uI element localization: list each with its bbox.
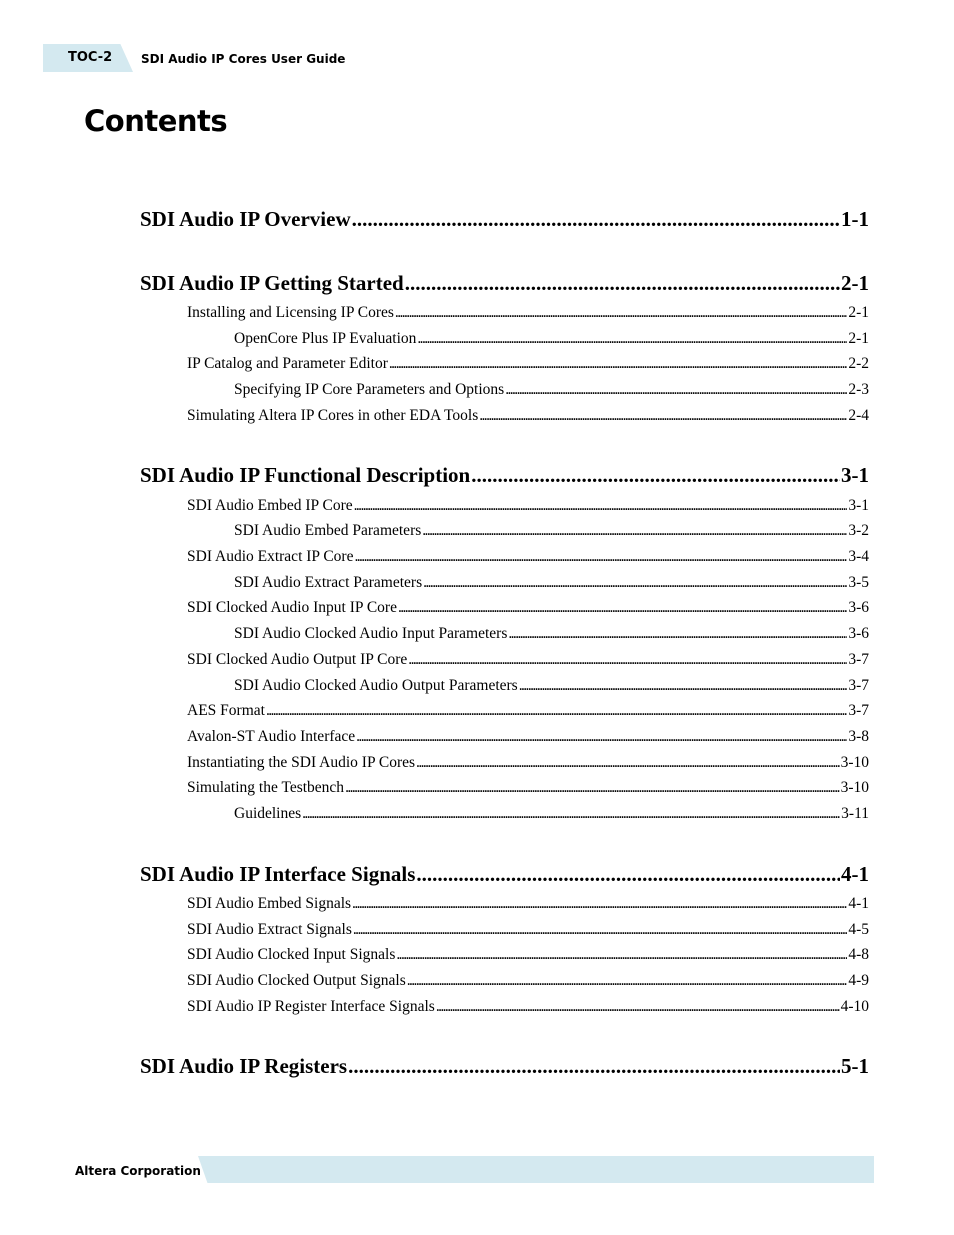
dot-leader xyxy=(479,407,847,425)
toc-entry-page: 3-11 xyxy=(841,805,869,822)
dot-leader xyxy=(395,304,847,322)
document-title: SDI Audio IP Cores User Guide xyxy=(141,52,346,66)
toc-entry-level-2[interactable] xyxy=(187,599,869,617)
toc-entry-title: SDI Audio Clocked Output Signals xyxy=(187,972,406,989)
toc-entry-page: 5-1 xyxy=(841,1054,869,1078)
toc-entry-level-3[interactable] xyxy=(234,574,869,592)
toc-entry-title: SDI Audio Clocked Audio Output Parameters xyxy=(234,677,518,694)
toc-entry-title: SDI Audio Embed Parameters xyxy=(234,522,422,539)
toc-entry-title: AES Format xyxy=(187,702,265,719)
toc-entry-title: SDI Audio Clocked Input Signals xyxy=(187,946,396,963)
toc-entry-page: 3-8 xyxy=(848,728,869,745)
dot-leader xyxy=(354,497,848,515)
toc-entry-title: Specifying IP Core Parameters and Options xyxy=(234,381,505,398)
toc-entry-title: SDI Clocked Audio Input IP Core xyxy=(187,599,397,616)
toc-entry-level-2[interactable] xyxy=(187,728,869,746)
toc-entry-level-2[interactable] xyxy=(187,921,869,939)
toc-entry-title: SDI Clocked Audio Output IP Core xyxy=(187,651,408,668)
toc-entry-page: 2-3 xyxy=(848,381,869,398)
toc-entry-level-2[interactable] xyxy=(187,548,869,566)
toc-entry-page: 4-9 xyxy=(848,972,869,989)
toc-entry-level-2[interactable] xyxy=(187,304,869,322)
toc-entry-title: SDI Audio IP Register Interface Signals xyxy=(187,998,435,1015)
toc-entry-level-2[interactable] xyxy=(187,754,869,772)
toc-entry-title: SDI Audio IP Functional Description xyxy=(140,463,471,487)
toc-entry-page: 3-1 xyxy=(848,497,869,514)
toc-entry-level-3[interactable] xyxy=(234,381,869,399)
toc-entry-level-2[interactable] xyxy=(187,946,869,964)
toc-entry-page: 3-6 xyxy=(848,599,869,616)
toc-entry-page: 2-1 xyxy=(848,330,869,347)
toc-entry-title: SDI Audio IP Overview xyxy=(140,207,351,231)
dot-leader xyxy=(505,381,847,399)
toc-entry-title: SDI Audio IP Interface Signals xyxy=(140,862,416,886)
toc-entry-title: SDI Audio Extract Parameters xyxy=(234,574,423,591)
toc-entry-level-1[interactable] xyxy=(140,862,869,887)
toc-entry-page: 3-4 xyxy=(848,548,869,565)
toc-entry-title: SDI Audio Clocked Audio Input Parameters xyxy=(234,625,508,642)
dot-leader xyxy=(353,921,847,939)
toc-entry-level-1[interactable] xyxy=(140,463,869,488)
toc-entry-page: 3-5 xyxy=(848,574,869,591)
toc-entry-title: SDI Audio Extract IP Core xyxy=(187,548,354,565)
toc-entry-page: 3-1 xyxy=(841,463,869,487)
dot-leader xyxy=(302,805,840,823)
toc-entry-title: SDI Audio Extract Signals xyxy=(187,921,352,938)
toc-entry-title: Simulating Altera IP Cores in other EDA Tools xyxy=(187,407,479,424)
toc-entry-title: OpenCore Plus IP Evaluation xyxy=(234,330,417,347)
toc-entry-level-3[interactable] xyxy=(234,805,869,823)
toc-entry-level-3[interactable] xyxy=(234,330,869,348)
dot-leader xyxy=(519,677,848,695)
toc-entry-level-2[interactable] xyxy=(187,497,869,515)
toc-entry-title: SDI Audio Embed Signals xyxy=(187,895,352,912)
toc-entry-page: 1-1 xyxy=(841,207,869,231)
toc-entry-level-3[interactable] xyxy=(234,522,869,540)
toc-entry-page: 3-2 xyxy=(848,522,869,539)
toc-entry-level-3[interactable] xyxy=(234,625,869,643)
toc-entry-title: SDI Audio IP Registers xyxy=(140,1054,348,1078)
toc-entry-level-1[interactable] xyxy=(140,271,869,296)
toc-entry-title: SDI Audio IP Getting Started xyxy=(140,271,404,295)
toc-entry-title: Installing and Licensing IP Cores xyxy=(187,304,394,321)
dot-leader xyxy=(345,779,840,797)
dot-leader xyxy=(471,463,840,488)
dot-leader xyxy=(408,651,847,669)
toc-entry-level-2[interactable] xyxy=(187,779,869,797)
dot-leader xyxy=(416,754,840,772)
toc-entry-title: Guidelines xyxy=(234,805,302,822)
dot-leader xyxy=(266,702,847,720)
toc-entry-page: 4-10 xyxy=(840,998,869,1015)
toc-entry-level-2[interactable] xyxy=(187,998,869,1016)
dot-leader xyxy=(389,355,847,373)
toc-entry-title: Avalon-ST Audio Interface xyxy=(187,728,356,745)
dot-leader xyxy=(352,207,840,232)
toc-entry-level-3[interactable] xyxy=(234,677,869,695)
toc-entry-page: 2-1 xyxy=(848,304,869,321)
toc-entry-page: 3-6 xyxy=(848,625,869,642)
footer-company: Altera Corporation xyxy=(75,1164,201,1178)
toc-entry-level-1[interactable] xyxy=(140,1054,869,1079)
toc-entry-level-2[interactable] xyxy=(187,972,869,990)
toc-entry-level-2[interactable] xyxy=(187,407,869,425)
toc-entry-level-1[interactable] xyxy=(140,207,869,232)
toc-entry-page: 3-7 xyxy=(848,677,869,694)
toc-entry-title: Instantiating the SDI Audio IP Cores xyxy=(187,754,416,771)
page-title: Contents xyxy=(84,104,228,138)
dot-leader xyxy=(416,862,840,887)
dot-leader xyxy=(396,946,847,964)
dot-leader xyxy=(352,895,847,913)
toc-entry-level-2[interactable] xyxy=(187,895,869,913)
toc-entry-level-2[interactable] xyxy=(187,355,869,373)
toc-entry-page: 3-7 xyxy=(848,651,869,668)
toc-entry-page: 4-1 xyxy=(841,862,869,886)
dot-leader xyxy=(348,1054,840,1079)
toc-entry-page: 3-10 xyxy=(840,779,869,796)
toc-entry-page: 3-10 xyxy=(840,754,869,771)
toc-entry-page: 2-2 xyxy=(848,355,869,372)
dot-leader xyxy=(407,972,848,990)
footer-band xyxy=(198,1156,874,1183)
dot-leader xyxy=(423,574,847,592)
dot-leader xyxy=(398,599,847,617)
dot-leader xyxy=(436,998,840,1016)
toc-entry-level-2[interactable] xyxy=(187,702,869,720)
dot-leader xyxy=(417,330,847,348)
dot-leader xyxy=(508,625,847,643)
toc-entry-title: Simulating the Testbench xyxy=(187,779,345,796)
page-number-label: TOC-2 xyxy=(68,50,113,65)
dot-leader xyxy=(356,728,847,746)
toc-entry-page: 2-1 xyxy=(841,271,869,295)
dot-leader xyxy=(422,522,847,540)
toc-entry-page: 4-8 xyxy=(848,946,869,963)
dot-leader xyxy=(354,548,847,566)
toc-entry-page: 4-1 xyxy=(848,895,869,912)
toc-entry-level-2[interactable] xyxy=(187,651,869,669)
dot-leader xyxy=(405,271,840,296)
toc-entry-page: 3-7 xyxy=(848,702,869,719)
toc-entry-page: 2-4 xyxy=(848,407,869,424)
toc-entry-title: IP Catalog and Parameter Editor xyxy=(187,355,388,372)
toc-entry-page: 4-5 xyxy=(848,921,869,938)
toc-entry-title: SDI Audio Embed IP Core xyxy=(187,497,353,514)
